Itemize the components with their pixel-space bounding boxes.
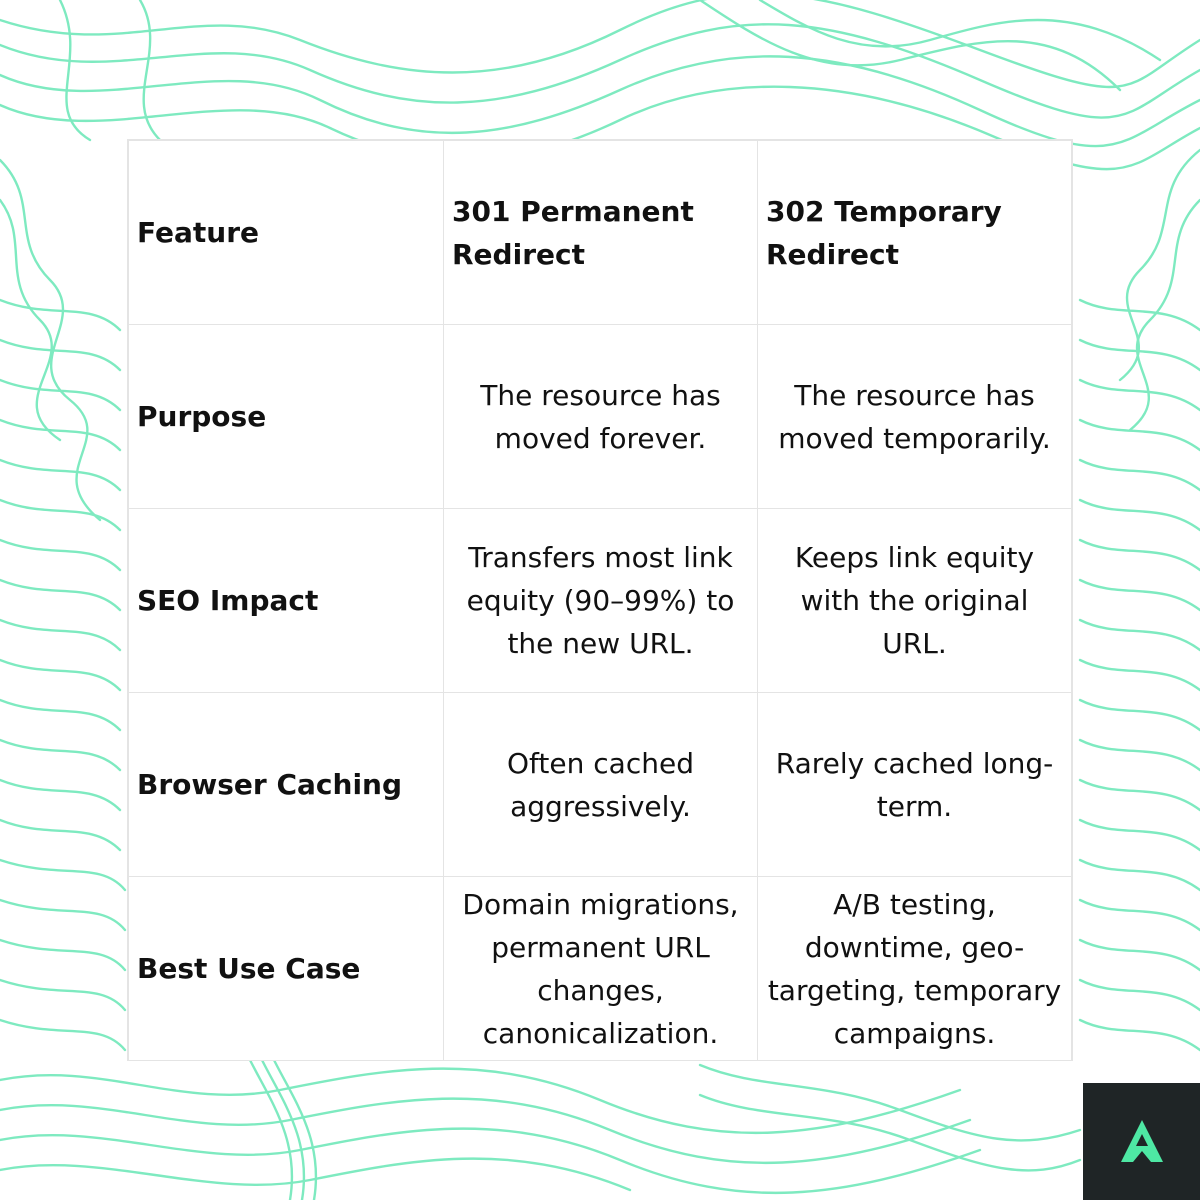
table-row (129, 693, 1072, 877)
row-301-value: Domain migrations, permanent URL changes, canonicalization. (444, 877, 758, 1061)
table-row (129, 877, 1072, 1061)
row-302-value: Rarely cached long-term. (758, 693, 1072, 877)
redirect-comparison-table (128, 140, 1072, 1061)
row-feature-label: SEO Impact (129, 509, 444, 693)
table-header-row (129, 141, 1072, 325)
table-row (129, 509, 1072, 693)
row-301-value: Often cached aggressively. (444, 693, 758, 877)
row-feature-label: Purpose (129, 325, 444, 509)
row-301-value: Transfers most link equity (90–99%) to the new URL. (444, 509, 758, 693)
row-302-value: Keeps link equity with the original URL. (758, 509, 1072, 693)
row-301-value: The resource has moved forever. (444, 325, 758, 509)
table-row (129, 325, 1072, 509)
header-feature: Feature (129, 141, 444, 325)
header-302: 302 Temporary Redirect (758, 141, 1072, 325)
triangle-logo-icon (1118, 1118, 1166, 1166)
row-feature-label: Best Use Case (129, 877, 444, 1061)
row-feature-label: Browser Caching (129, 693, 444, 877)
brand-logo (1083, 1083, 1200, 1200)
comparison-table (127, 139, 1073, 1061)
header-301: 301 Permanent Redirect (444, 141, 758, 325)
row-302-value: A/B testing, downtime, geo-targeting, temporary campaigns. (758, 877, 1072, 1061)
row-302-value: The resource has moved temporarily. (758, 325, 1072, 509)
